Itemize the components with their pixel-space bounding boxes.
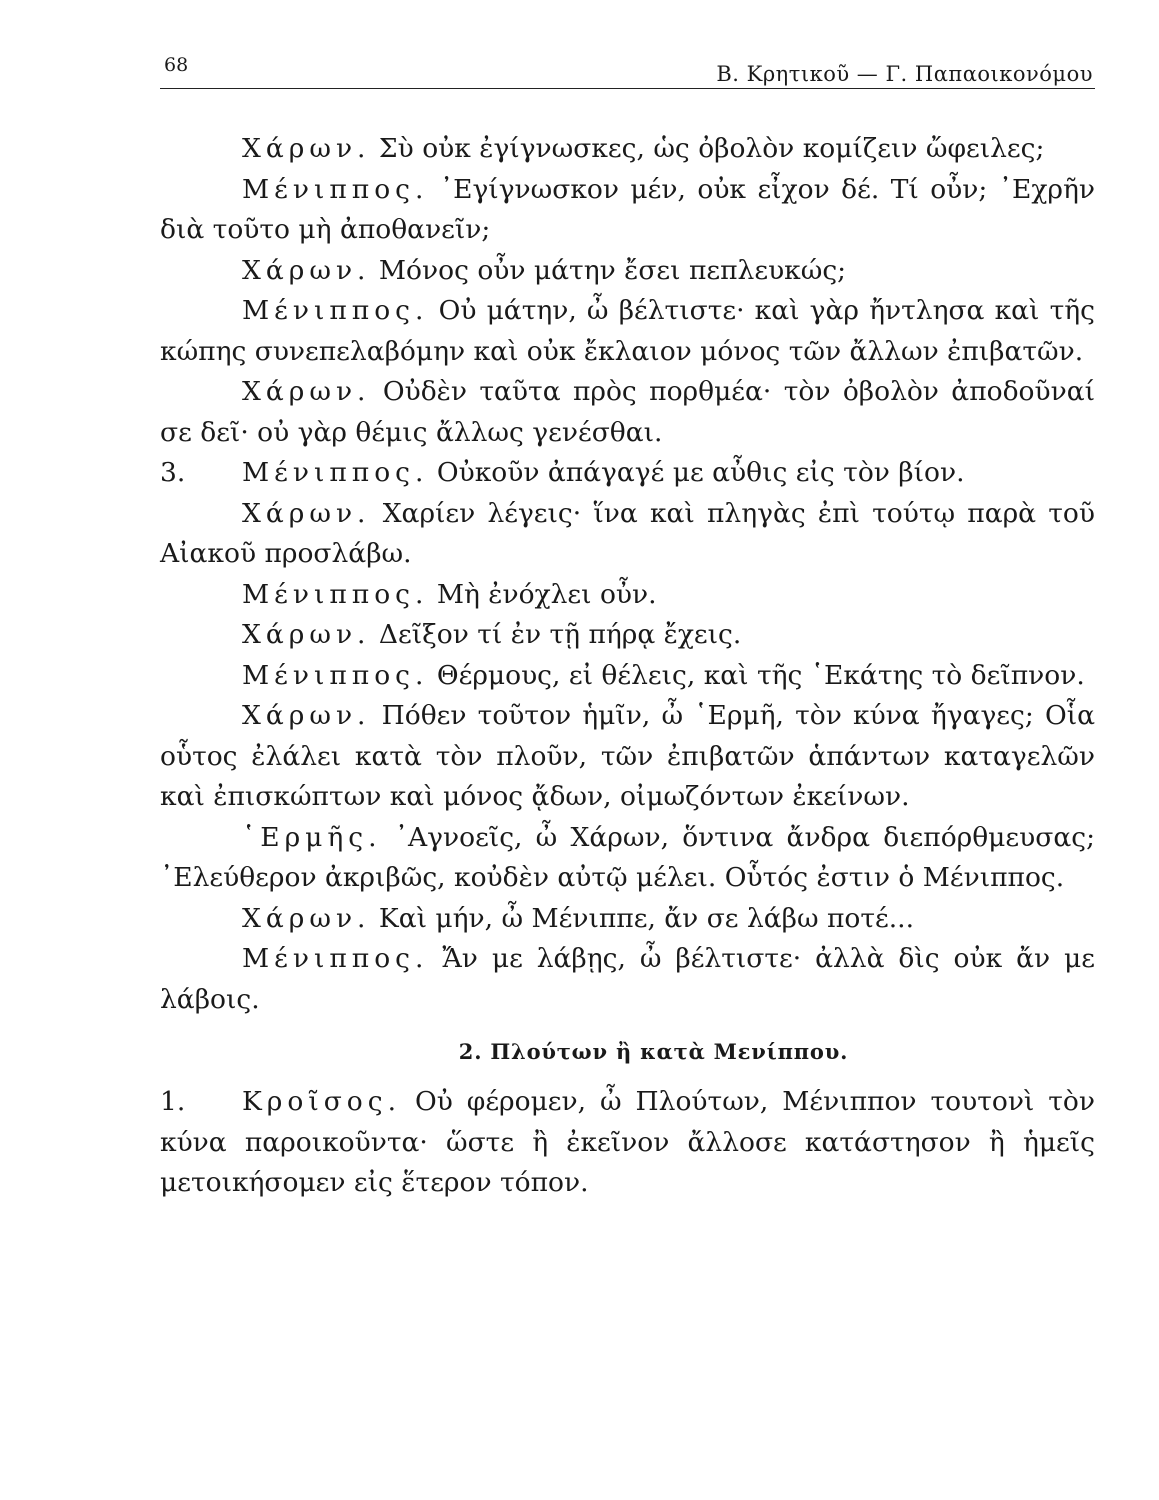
section-title: 2. Πλούτων ἢ κατὰ Μενίππου. xyxy=(458,1039,849,1064)
dialogue-paragraph xyxy=(160,129,1095,170)
speaker-name: Μένιππος. xyxy=(242,943,429,974)
dialogue-paragraph xyxy=(160,818,1095,899)
speaker-name: Μένιππος. xyxy=(242,295,429,326)
speaker-name: Μένιππος. xyxy=(242,173,429,205)
dialogue-text: Μὴ ἐνόχλει οὖν. xyxy=(436,578,657,610)
speaker-name: Χάρων. xyxy=(242,902,371,934)
dialogue-text: Χαρίεν λέγεις· ἵνα καὶ πληγὰς ἐπὶ τούτῳ παρὰ τοῦ Αἰακοῦ προσλάβω. xyxy=(160,497,1095,569)
speaker-name: Μένιππος. xyxy=(242,659,429,691)
dialogue-paragraph xyxy=(160,251,1095,292)
dialogue-paragraph xyxy=(160,494,1095,575)
dialogue-paragraph xyxy=(160,291,1095,372)
dialogue-paragraph xyxy=(160,656,1095,697)
dialogue-text: Δεῖξον τί ἐν τῇ πήρᾳ ἔχεις. xyxy=(378,619,742,650)
speaker-name: Χάρων. xyxy=(242,254,371,286)
dialogue-paragraph xyxy=(160,696,1095,818)
speaker-name: Χάρων. xyxy=(242,497,371,529)
dialogue-paragraph xyxy=(160,575,1095,616)
speaker-name: Χάρων. xyxy=(242,133,371,164)
running-head: Β. Κρητικοῦ — Γ. Παπαοικονόμου xyxy=(716,62,1093,86)
dialogue-text: Καὶ μήν, ὦ Μένιππε, ἄν σε λάβω ποτέ... xyxy=(378,902,915,934)
page-number: 68 xyxy=(164,54,189,76)
speaker-name: Χάρων. xyxy=(242,376,371,407)
speaker-name: ῾Ερμῆς. xyxy=(242,821,382,853)
speaker-name: Χάρων. xyxy=(242,619,371,650)
dialogue-paragraph xyxy=(160,170,1095,251)
dialogue-paragraph xyxy=(160,1082,1095,1204)
dialogue-text: Θέρμους, εἰ θέλεις, καὶ τῆς ῾Εκάτης τὸ δεῖπνον. xyxy=(436,659,1085,691)
dialogue-paragraph xyxy=(160,939,1095,1020)
dialogue-text: Πόθεν τοῦτον ἡμῖν, ὦ ῾Ερμῆ, τὸν κύνα ἤγαγες; Οἷα οὗτος ἐλάλει κατὰ τὸν πλοῦν, τῶν ἐπιβατῶν ἁπάντων καταγελῶν καὶ ἐπισκώπτων καὶ μόνος ᾄδων, οἰμωζόντων ἐκείνων. xyxy=(160,700,1095,812)
speaker-name: Μένιππος. xyxy=(242,457,429,488)
dialogue-text: Οὐδὲν ταῦτα πρὸς πορθμέα· τὸν ὀβολὸν ἀποδοῦναί σε δεῖ· οὐ γὰρ θέμις ἄλλως γενέσθαι. xyxy=(160,376,1095,448)
book-page xyxy=(160,48,1095,1204)
dialogue-text: Οὐ μάτην, ὦ βέλτιστε· καὶ γὰρ ἤντλησα καὶ τῆς κώπης συνεπελαβόμην καὶ οὐκ ἔκλαιον μόνος τῶν ἄλλων ἐπιβατῶν. xyxy=(160,295,1095,367)
speaker-name: Κροῖσος. xyxy=(242,1086,402,1117)
dialogue-text: ᾿Αγνοεῖς, ὦ Χάρων, ὅντινα ἄνδρα διεπόρθμευσας; ᾿Ελεύθερον ἀκριβῶς, κοὐδὲν αὐτῷ μέλει. Οὗτός ἐστιν ὁ Μένιππος. xyxy=(160,821,1095,893)
speaker-name: Χάρων. xyxy=(242,700,371,731)
dialogue-paragraph xyxy=(160,615,1095,656)
dialogue-text: ᾿Εγίγνωσκον μέν, οὐκ εἶχον δέ. Τί οὖν; ᾿Εχρῆν διὰ τοῦτο μὴ ἀποθανεῖν; xyxy=(160,173,1095,245)
speaker-name: Μένιππος. xyxy=(242,578,429,610)
page-header xyxy=(160,48,1095,89)
chapter-number: 1. xyxy=(160,1086,186,1117)
dialogue-text: Ἄν με λάβῃς, ὦ βέλτιστε· ἀλλὰ δὶς οὐκ ἄν με λάβοις. xyxy=(160,943,1095,1015)
body-text xyxy=(160,129,1095,1204)
dialogue-paragraph xyxy=(160,453,1095,494)
dialogue-text: Οὐ φέρομεν, ὦ Πλούτων, Μένιππον τουτονὶ τὸν κύνα παροικοῦντα· ὥστε ἢ ἐκεῖνον ἄλλοσε κατάστησον ἢ ἡμεῖς μετοικήσομεν εἰς ἕτερον τόπον. xyxy=(160,1086,1095,1198)
dialogue-text: Οὐκοῦν ἀπάγαγέ με αὖθις εἰς τὸν βίον. xyxy=(436,457,965,488)
chapter-number: 3. xyxy=(160,457,186,488)
dialogue-paragraph xyxy=(160,372,1095,453)
dialogue-text: Μόνος οὖν μάτην ἔσει πεπλευκώς; xyxy=(378,254,847,286)
dialogue-paragraph xyxy=(160,899,1095,940)
dialogue-text: Σὺ οὐκ ἐγίγνωσκες, ὡς ὀβολὸν κομίζειν ὤφειλες; xyxy=(378,133,1045,164)
